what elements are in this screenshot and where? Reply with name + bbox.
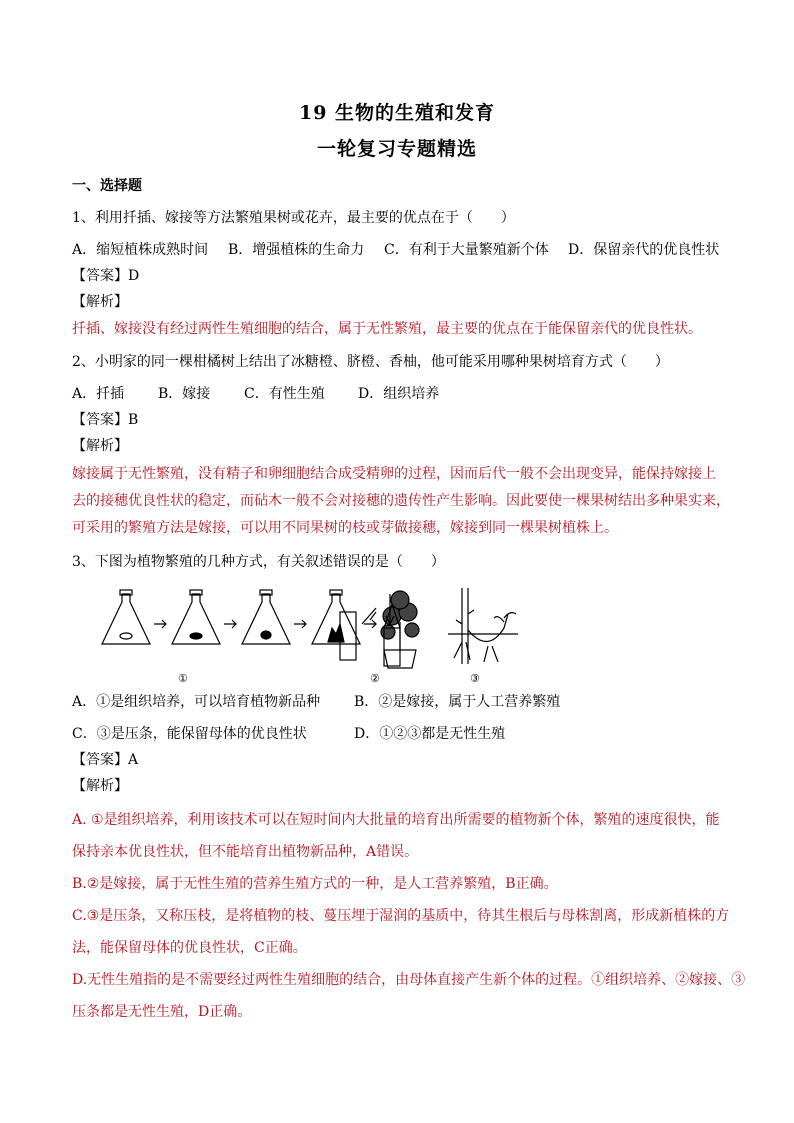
answer-label: 【答案】: [72, 752, 128, 768]
option-c: C．③是压条，能保留母体的优良性状: [72, 726, 307, 742]
analysis-3-line-2: 保持亲本优良性状，但不能培育出植物新品种，A错误。: [72, 844, 419, 860]
analysis-3-line-1: A. ①是组织培养，利用该技术可以在短时间内大批量的培育出所需要的植物新个体，繁殖的速度很快，能: [72, 812, 720, 828]
analysis-3-line-5: 法，能保留母体的优良性状，C正确。: [72, 940, 307, 956]
answer-1: [72, 266, 732, 286]
page-title: 19 生物的生殖和发育: [298, 102, 496, 124]
figure-label-3: ③: [470, 672, 480, 685]
answer-value: B: [128, 412, 139, 428]
analysis-label-3: 【解析】: [72, 778, 128, 794]
figure-label-1: ①: [178, 672, 188, 685]
answer-3: [72, 750, 732, 770]
flask-icon: [242, 590, 290, 644]
option-a: A．缩短植株成熟时间: [72, 242, 209, 258]
analysis-2-line-2: 去的接穗优良性状的稳定，而砧木一般不会对接穗的遗传性产生影响。因此要使一棵果树结出多种果实来，: [72, 493, 730, 509]
option-d: D．组织培养: [358, 386, 440, 402]
option-c: C．有利于大量繁殖新个体: [384, 242, 549, 258]
analysis-3-line-3: B.②是嫁接，属于无性生殖的营养生殖方式的一种，是人工营养繁殖，B正确。: [72, 876, 558, 892]
answer-2: [72, 410, 732, 430]
option-c: C．有性生殖: [244, 386, 325, 402]
analysis-3-line-6: D.无性生殖指的是不需要经过两性生殖细胞的结合，由母体直接产生新个体的过程。①组织培养、②嫁接、③: [72, 972, 746, 988]
question-2-options: [72, 384, 732, 404]
option-d: D．①②③都是无性生殖: [354, 726, 506, 742]
analysis-1-line: 扦插、嫁接没有经过两性生殖细胞的结合，属于无性繁殖，最主要的优点在于能保留亲代的优良性状。: [72, 321, 702, 337]
question-1-stem: 1、利用扦插、嫁接等方法繁殖果树或花卉，最主要的优点在于（ ）: [72, 210, 515, 226]
page-subtitle: 一轮复习专题精选: [316, 138, 477, 160]
analysis-3-line-4: C.③是压条，又称压枝，是将植物的枝、蔓压埋于湿润的基质中，待其生根后与母株割离，形成新植株的方: [72, 908, 730, 924]
section-heading: 一、选择题: [72, 178, 142, 194]
analysis-label-1: 【解析】: [72, 294, 128, 310]
analysis-label-2: 【解析】: [72, 438, 128, 454]
option-a: A．扦插: [72, 386, 125, 402]
analysis-2-line-1: 嫁接属于无性繁殖，没有精子和卵细胞结合成受精卵的过程，因而后代一般不会出现变异，能保持嫁接上: [72, 466, 716, 482]
option-b: B．嫁接: [158, 386, 211, 402]
grafting-figure: [330, 584, 420, 674]
flask-icon: [172, 590, 220, 644]
figure-label-2: ②: [370, 672, 380, 685]
option-d: D．保留亲代的优良性状: [568, 242, 720, 258]
answer-value: A: [128, 752, 139, 768]
analysis-3-line-7: 压条都是无性生殖，D正确。: [72, 1004, 252, 1020]
question-3-options-row-2: [72, 724, 732, 744]
analysis-2-line-3: 可采用的繁殖方法是嫁接，可以用不同果树的枝或芽做接穗，嫁接到同一棵果树植株上。: [72, 520, 618, 536]
option-b: B．②是嫁接，属于人工营养繁殖: [354, 694, 561, 710]
question-2-stem: 2、小明家的同一棵柑橘树上结出了冰糖橙、脐橙、香柚，他可能采用哪种果树培育方式（ ）: [72, 354, 669, 370]
question-3-stem: 3、下图为植物繁殖的几种方式，有关叙述错误的是（ ）: [72, 554, 445, 570]
question-1-options: [72, 240, 732, 260]
question-3-options-row-1: [72, 692, 732, 712]
layering-figure: [448, 584, 538, 674]
flask-icon: [102, 590, 150, 644]
answer-label: 【答案】: [72, 412, 128, 428]
option-a: A．①是组织培养，可以培育植物新品种: [72, 694, 321, 710]
answer-label: 【答案】: [72, 268, 128, 284]
answer-value: D: [128, 268, 140, 284]
option-b: B．增强植株的生命力: [228, 242, 365, 258]
